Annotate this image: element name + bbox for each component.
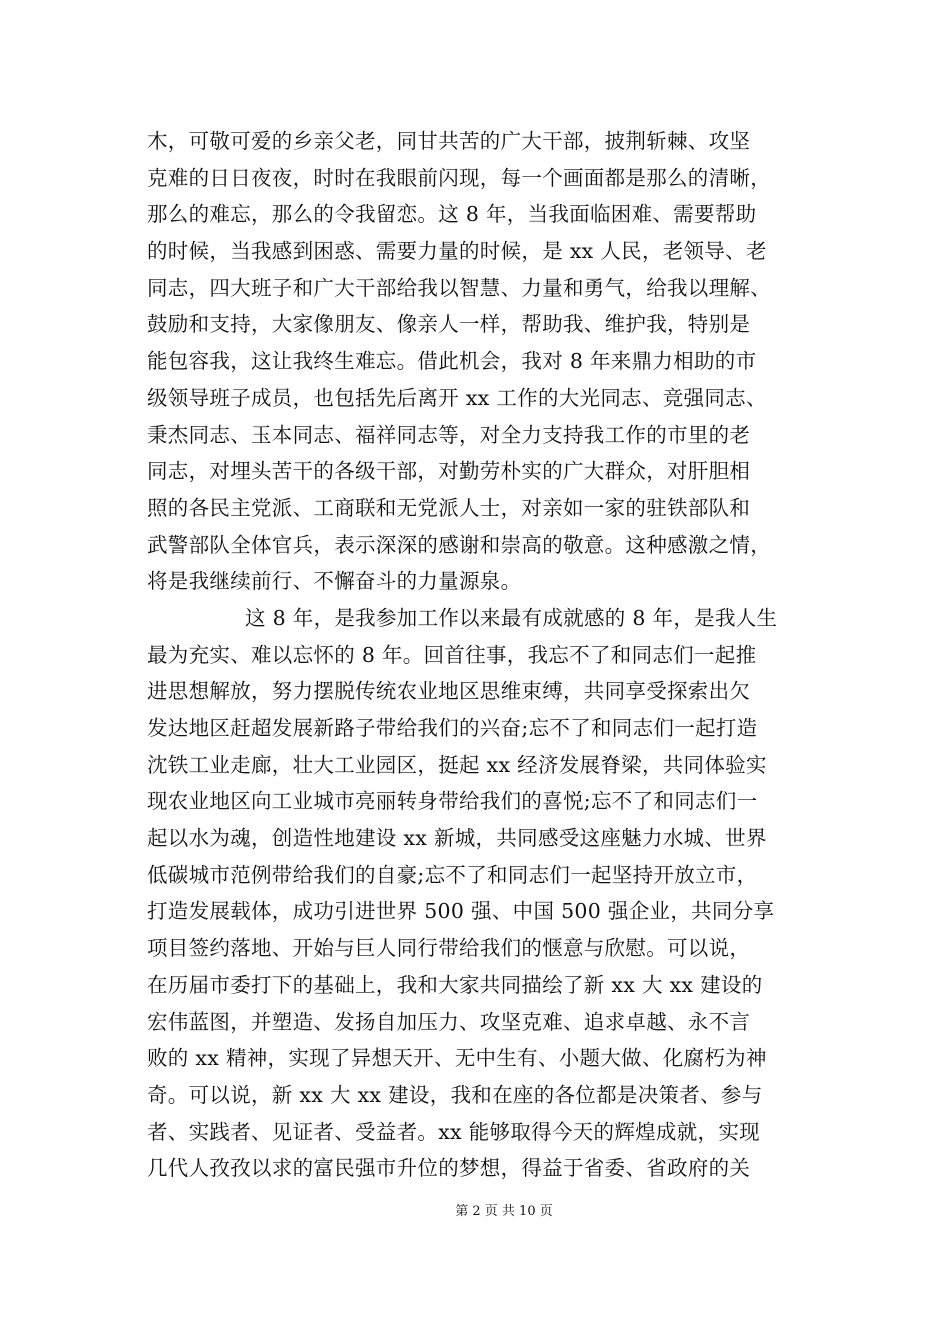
page-number-footer: 第 2 页 共 10 页 — [455, 1204, 553, 1219]
text-line: 现农业地区向工业城市亮丽转身带给我们的喜悦;忘不了和同志们一 — [147, 789, 758, 814]
text-line: 宏伟蓝图，并塑造、发扬自加压力、攻坚克难、追求卓越、永不言 — [147, 1009, 751, 1034]
text-line: 同志，对埋头苦干的各级干部，对勤劳朴实的广大群众，对肝胆相 — [147, 459, 751, 484]
text-line: 低碳城市范例带给我们的自豪;忘不了和同志们一起坚持开放立市， — [147, 862, 758, 887]
text-line: 起以水为魂，创造性地建设 xx 新城，共同感受这座魅力水城、世界 — [147, 826, 767, 851]
text-line: 武警部队全体官兵，表示深深的感谢和崇高的敬意。这种感激之情， — [147, 532, 771, 557]
body-text — [147, 123, 807, 1187]
text-line: 者、实践者、见证者、受益者。xx 能够取得今天的辉煌成就，实现 — [147, 1119, 760, 1144]
paragraph-2 — [147, 600, 807, 1187]
text-line: 打造发展载体，成功引进世界 500 强、中国 500 强企业，共同分享 — [147, 899, 775, 924]
text-line: 鼓励和支持，大家像朋友、像亲人一样，帮助我、维护我，特别是 — [147, 312, 751, 337]
text-line: 败的 xx 精神，实现了异想天开、无中生有、小题大做、化腐朽为神 — [147, 1046, 767, 1071]
text-line: 能包容我，这让我终生难忘。借此机会，我对 8 年来鼎力相助的市 — [147, 349, 757, 374]
text-line: 沈铁工业走廊，壮大工业园区，挺起 xx 经济发展脊梁，共同体验实 — [147, 752, 767, 777]
text-line: 同志，四大班子和广大干部给我以智慧、力量和勇气，给我以理解、 — [147, 275, 771, 300]
text-line: 最为充实、难以忘怀的 8 年。回首往事，我忘不了和同志们一起推 — [147, 642, 757, 667]
text-line: 级领导班子成员，也包括先后离开 xx 工作的大光同志、竞强同志、 — [147, 385, 767, 410]
text-line: 秉杰同志、玉本同志、福祥同志等，对全力支持我工作的市里的老 — [147, 422, 751, 447]
text-line: 进思想解放，努力摆脱传统农业地区思维束缚，共同享受探索出欠 — [147, 679, 751, 704]
text-line: 奇。可以说，新 xx 大 xx 建设，我和在座的各位都是决策者、参与 — [147, 1082, 763, 1107]
text-line: 克难的日日夜夜，时时在我眼前闪现，每一个画面都是那么的清晰， — [147, 165, 771, 190]
text-line: 项目签约落地、开始与巨人同行带给我们的惬意与欣慰。可以说， — [147, 936, 751, 961]
paragraph-1 — [147, 123, 807, 600]
text-line: 在历届市委打下的基础上，我和大家共同描绘了新 xx 大 xx 建设的 — [147, 972, 763, 997]
text-line: 木，可敬可爱的乡亲父老，同甘共苦的广大干部，披荆斩棘、攻坚 — [147, 129, 751, 153]
text-line: 的时候，当我感到困惑、需要力量的时候，是 xx 人民，老领导、老 — [147, 239, 767, 264]
text-line: 发达地区赶超发展新路子带给我们的兴奋;忘不了和同志们一起打造 — [147, 716, 758, 740]
text-line: 那么的难忘，那么的令我留恋。这 8 年，当我面临困难、需要帮助 — [147, 202, 757, 227]
text-line: 几代人孜孜以求的富民强市升位的梦想，得益于省委、省政府的关 — [147, 1156, 751, 1181]
text-line: 将是我继续前行、不懈奋斗的力量源泉。 — [147, 569, 522, 594]
text-line: 照的各民主党派、工商联和无党派人士，对亲如一家的驻铁部队和 — [147, 495, 751, 520]
text-line-indented: 这 8 年，是我参加工作以来最有成就感的 8 年，是我人生 — [245, 605, 778, 630]
